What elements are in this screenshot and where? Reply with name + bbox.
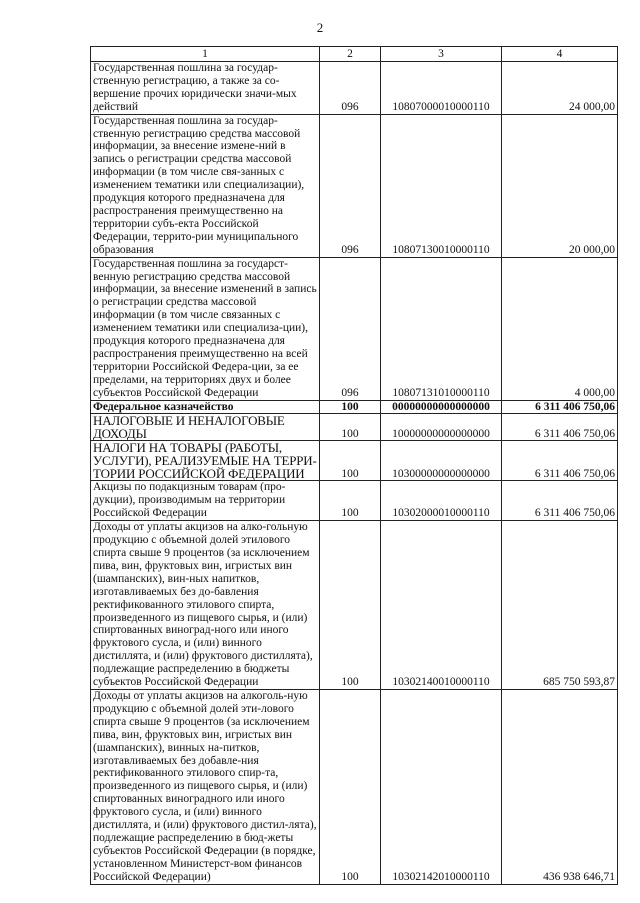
row-admin-code: 100 xyxy=(320,441,381,481)
row-budget-code: 10000000000000000 xyxy=(381,414,502,441)
table-row xyxy=(91,689,618,884)
row-budget-code: 10302000010000110 xyxy=(381,481,502,521)
row-amount: 4 000,00 xyxy=(502,257,618,400)
row-name: Акцизы по подакцизным товарам (про-дукции), производимым на территории Российской Федерации xyxy=(91,481,320,521)
row-name: НАЛОГИ НА ТОВАРЫ (РАБОТЫ, УСЛУГИ), РЕАЛИЗУЕМЫЕ НА ТЕРРИ-ТОРИИ РОССИЙСКОЙ ФЕДЕРАЦИИ xyxy=(91,441,320,481)
row-name: Государственная пошлина за государ-ственную регистрацию средства массовой информации, за внесение измене-ний в запись о регистрации средства массовой информации (в том числе свя-занных с изменением тематики или специализации), продукция которого предназначена для распространения преимущественно на территории субъ-екта Российской Федерации, террито-рии муниципального образования xyxy=(91,114,320,257)
table-row xyxy=(91,257,618,400)
row-admin-code: 100 xyxy=(320,689,381,884)
row-budget-code: 10302140010000110 xyxy=(381,521,502,690)
header-col-2: 2 xyxy=(320,47,381,62)
revenue-table xyxy=(90,46,618,885)
row-name: Государственная пошлина за государст-венную регистрацию средства массовой информации, за внесение изменений в запись о регистрации средства массовой информации (в том числе связанных с изменением тематики или специализа-ции), продукция которого предназначена для распространения преимущественно на всей территории Российской Федера-ции, за ее пределами, на территориях двух и более субъектов Российской Федерации xyxy=(91,257,320,400)
row-budget-code: 10807130010000110 xyxy=(381,114,502,257)
row-admin-code: 100 xyxy=(320,521,381,690)
row-budget-code: 10807000010000110 xyxy=(381,62,502,115)
row-name: Федеральное казначейство xyxy=(91,400,320,414)
row-amount: 6 311 406 750,06 xyxy=(502,414,618,441)
row-amount: 685 750 593,87 xyxy=(502,521,618,690)
row-amount: 6 311 406 750,06 xyxy=(502,400,618,414)
row-admin-code: 096 xyxy=(320,62,381,115)
row-name: НАЛОГОВЫЕ И НЕНАЛОГОВЫЕ ДОХОДЫ xyxy=(91,414,320,441)
row-budget-code: 10302142010000110 xyxy=(381,689,502,884)
header-row xyxy=(91,47,618,62)
row-admin-code: 096 xyxy=(320,257,381,400)
row-budget-code: 10300000000000000 xyxy=(381,441,502,481)
table-row xyxy=(91,481,618,521)
table-row-section-header xyxy=(91,400,618,414)
row-amount: 6 311 406 750,06 xyxy=(502,481,618,521)
header-col-4: 4 xyxy=(502,47,618,62)
row-budget-code: 10807131010000110 xyxy=(381,257,502,400)
page-number: 2 xyxy=(316,20,324,35)
table-row xyxy=(91,62,618,115)
row-name: Доходы от уплаты акцизов на алко-гольную продукцию с объемной долей этилового спирта свыше 9 процентов (за исключением пива, вин, фруктовых вин, игристых вин (шампанских), вин-ных напитков, изготавливаемых без до-бавления ректификованного этилового спирта, произведенного из пищевого сырья, и (или) спиртованных виноград-ного или иного фруктового сусла, и (или) винного дистиллята, и (или) фруктового дистиллята), подлежащие распределению в бюджеты субъектов Российской Федерации xyxy=(91,521,320,690)
row-budget-code: 00000000000000000 xyxy=(381,400,502,414)
row-admin-code: 100 xyxy=(320,414,381,441)
table-row xyxy=(91,114,618,257)
row-admin-code: 100 xyxy=(320,481,381,521)
header-col-1: 1 xyxy=(91,47,320,62)
row-amount: 20 000,00 xyxy=(502,114,618,257)
row-admin-code: 100 xyxy=(320,400,381,414)
row-name: Государственная пошлина за государ-ственную регистрацию, а также за со-вершение прочих юридически значи-мых действий xyxy=(91,62,320,115)
row-amount: 436 938 646,71 xyxy=(502,689,618,884)
row-name: Доходы от уплаты акцизов на алкоголь-ную продукцию с объемной долей эти-лового спирта свыше 9 процентов (за исключением пива, вин, фруктовых вин, игристых вин (шампанских), винных на-питков, изготавливаемых без добавле-ния ректификованного этилового спир-та, произведенного из пищевого сырья, и (или) спиртованных виноградного или иного фруктового сусла, и (или) винного дистиллята, и (или) фруктового дистил-лята), подлежащие распределению в бюд-жеты субъектов Российской Федерации (в порядке, установленном Министерст-вом финансов Российской Федерации) xyxy=(91,689,320,884)
row-amount: 6 311 406 750,06 xyxy=(502,441,618,481)
table-row xyxy=(91,441,618,481)
table-row xyxy=(91,414,618,441)
row-amount: 24 000,00 xyxy=(502,62,618,115)
header-col-3: 3 xyxy=(381,47,502,62)
row-admin-code: 096 xyxy=(320,114,381,257)
table-row xyxy=(91,521,618,690)
